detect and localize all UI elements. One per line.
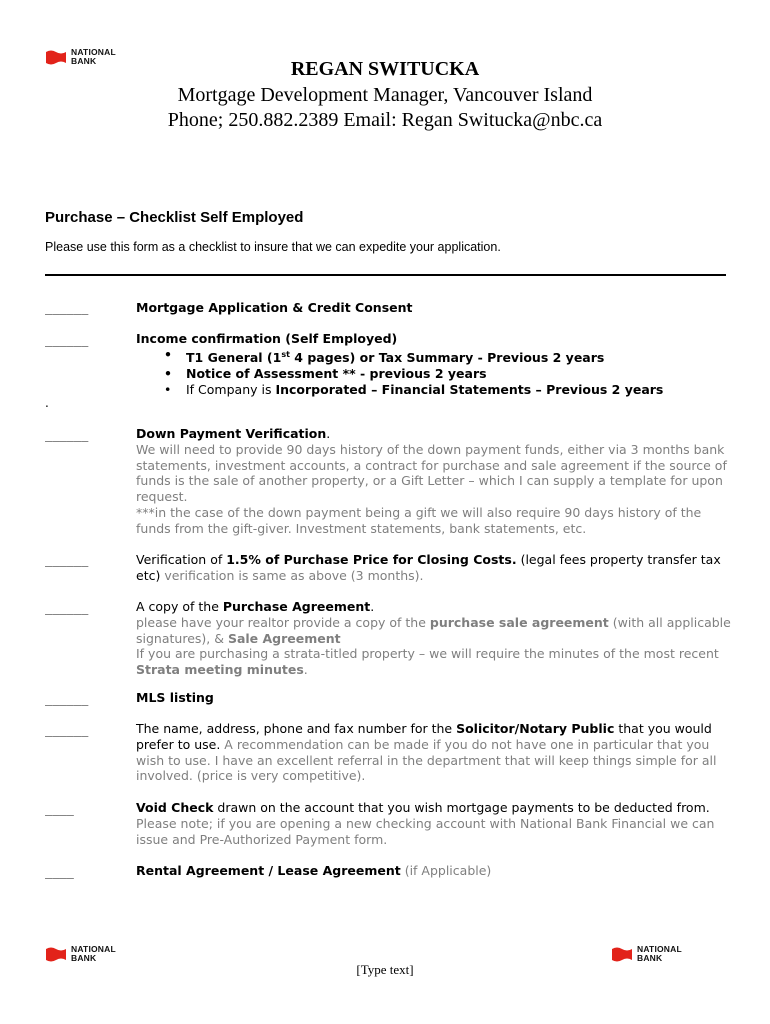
checkbox-line-closing-costs[interactable]: ______ — [45, 553, 89, 567]
item-purchase-agreement: A copy of the Purchase Agreement. please have your realtor provide a copy of the purchase sale agreement (with all applicable signatures), & Sale Agreement If you are purchasing a strata-titled property – we will require the minutes of the most recent Strata meeting minutes. — [136, 599, 731, 678]
income-bullet-company: • If Company is Incorporated – Financial Statements – Previous 2 years — [186, 382, 736, 398]
checklist-intro: Please use this form as a checklist to insure that we can expedite your application. — [45, 240, 501, 254]
stray-dot: . — [45, 396, 49, 410]
item-solicitor: The name, address, phone and fax number for the Solicitor/Notary Public that you would prefer to use. A recommendation can be made if you do not have one in particular that you wish to use. I have an excellent referral in the department that will keep things simple for all involved. (price is very competitive). — [136, 721, 717, 784]
checkbox-line-income[interactable]: ______ — [45, 333, 89, 347]
checkbox-line-purchase-agreement[interactable]: ______ — [45, 601, 89, 615]
down-payment-text-2: ***in the case of the down payment being a gift we will also require 90 days history of the funds from the gift-giver. Investment statements, bank statements, etc. — [136, 504, 702, 536]
checkbox-line-solicitor[interactable]: ______ — [45, 723, 89, 737]
footer-text: [Type text] — [356, 962, 414, 977]
item-mls-listing: MLS listing — [136, 690, 214, 705]
contact-details: Phone; 250.882.2389 Email: Regan Switucka@nbc.ca — [167, 109, 603, 131]
checkbox-line-down-payment[interactable]: ______ — [45, 428, 89, 442]
checkbox-line-void-check[interactable]: ____ — [45, 802, 74, 816]
checkbox-line-mls[interactable]: ______ — [45, 692, 89, 706]
footer-logo-right — [611, 945, 682, 963]
checkbox-line-rental[interactable]: ____ — [45, 865, 74, 879]
down-payment-text-1: We will need to provide 90 days history of the down payment funds, either via 3 months bank statements, investment accounts, a contract for purchase and sale agreement if the source of funds is the sale of another property, or a Gift Letter – which I can supply a template for upon request. — [136, 441, 727, 505]
item-rental-agreement: Rental Agreement / Lease Agreement (if Applicable) — [136, 863, 492, 878]
contact-name: REGAN SWITUCKA — [290, 58, 480, 80]
contact-title: Mortgage Development Manager, Vancouver Island — [177, 84, 593, 106]
logo-line-2: BANK — [71, 953, 97, 963]
logo-line-2: BANK — [637, 953, 663, 963]
income-bullet-t1: • T1 General (1st 4 pages) or Tax Summary - Previous 2 years — [186, 347, 736, 366]
item-mortgage-application: Mortgage Application & Credit Consent — [136, 300, 413, 315]
logo-line-2: BANK — [71, 56, 97, 66]
down-payment-title: Down Payment Verification — [136, 426, 327, 441]
footer-logo-left — [45, 945, 116, 963]
logo-line-1: NATIONAL — [71, 944, 116, 954]
income-bullet-noa: • Notice of Assessment ** - previous 2 years — [186, 366, 736, 382]
checkbox-line-mortgage-application[interactable]: ______ — [45, 301, 89, 315]
item-income-confirmation — [136, 331, 736, 397]
national-bank-flag-icon — [45, 945, 67, 963]
item-down-payment: Down Payment Verification. We will need to provide 90 days history of the down payment funds, either via 3 months bank statements, investment accounts, a contract for purchase and sale agreement if the source of funds is the sale of another property, or a Gift Letter – which I can supply a template for upon request. ***in the case of the down payment being a gift we will also require 90 days history of the funds from the gift-giver. Investment statements, bank statements, etc. — [136, 426, 736, 537]
logo-line-1: NATIONAL — [71, 47, 116, 57]
income-title: Income confirmation (Self Employed) — [136, 331, 398, 346]
checklist-title: Purchase – Checklist Self Employed — [45, 209, 304, 226]
item-void-check: Void Check drawn on the account that you wish mortgage payments to be deducted from. Please note; if you are opening a new checking account with National Bank Financial we can issue and Pre-Authorized Payment form. — [136, 800, 715, 847]
logo-line-1: NATIONAL — [637, 944, 682, 954]
national-bank-flag-icon — [611, 945, 633, 963]
item-closing-costs: Verification of 1.5% of Purchase Price for Closing Costs. (legal fees property transfer tax etc) verification is same as above (3 months). — [136, 552, 721, 583]
divider — [45, 274, 726, 276]
